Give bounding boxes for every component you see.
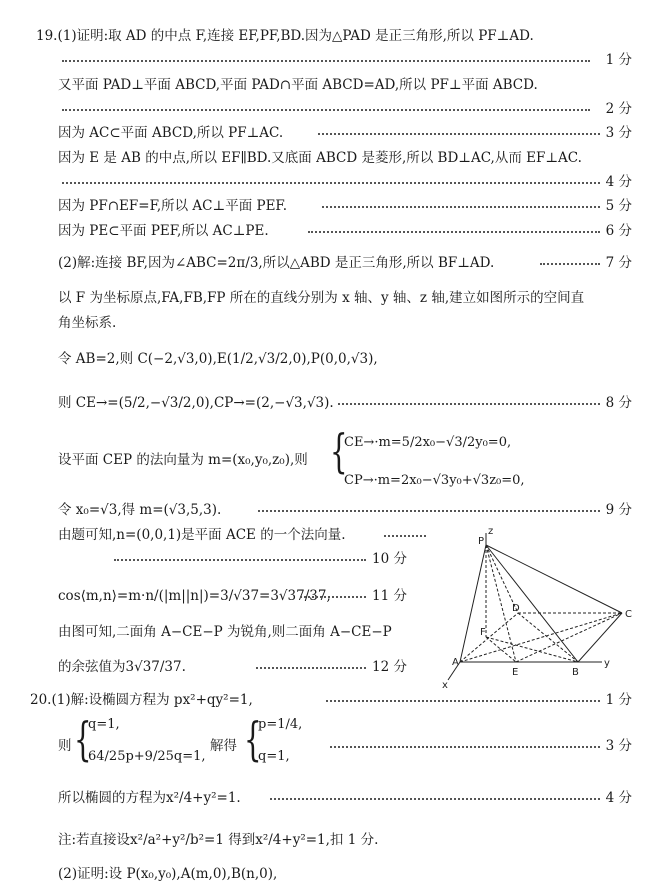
label-y: y (604, 658, 610, 669)
label-A: A (452, 657, 459, 668)
score-12: 12 分 (372, 659, 407, 675)
q19-score-line-4 (0, 170, 670, 194)
q19-line-12 (0, 498, 670, 522)
score-5: 5 分 (605, 198, 632, 214)
q19-line-13-text: 由题可知,n=(0,0,1)是平面 ACE 的一个法向量. (58, 527, 346, 543)
edge-PA (460, 545, 486, 662)
score-6: 6 分 (605, 223, 632, 239)
q20-then: 则 (58, 738, 72, 754)
q20-score-1: 1 分 (605, 692, 632, 708)
dot-leader (330, 746, 600, 748)
system-brace-left: { (74, 712, 92, 766)
q20-solve: 解得 (210, 738, 237, 754)
q19-line-2-text: 又平面 PAD⊥平面 ABCD,平面 PAD∩平面 ABCD=AD,所以 PF⊥平面 ABCD. (58, 77, 538, 93)
edge-PC (486, 545, 622, 613)
dot-leader (114, 559, 366, 561)
q19-line-4-text: 因为 E 是 AB 的中点,所以 EF∥BD.又底面 ABCD 是菱形,所以 BD⊥AC,从而 EF⊥AC. (58, 150, 582, 166)
dot-leader (258, 510, 600, 512)
dot-leader (270, 798, 600, 800)
q19-line-14-text: cos⟨m,n⟩=m·n/(|m||n|)=3/√37=3√37/37, (58, 588, 331, 604)
score-8: 8 分 (605, 395, 632, 411)
q19-line-9 (0, 347, 670, 371)
dot-leader (62, 109, 590, 111)
score-11: 11 分 (372, 588, 407, 604)
q19-line-5-text: 因为 PF∩EF=F,所以 AC⊥平面 PEF. (58, 198, 287, 214)
q19-line-5 (0, 194, 670, 218)
dot-leader (300, 596, 366, 598)
q20-sys-right-2: q=1, (258, 749, 290, 764)
q19-line-12-text: 令 x₀=√3,得 m=(√3,5,3). (58, 502, 222, 518)
dot-leader (540, 263, 600, 265)
dot-leader (62, 182, 600, 184)
q20-line-3 (0, 786, 670, 810)
q20-sys-right-1: p=1/4, (258, 717, 303, 732)
dot-leader (384, 535, 426, 537)
q19-score-line-1 (0, 48, 670, 72)
q19-line-9-text: 令 AB=2,则 C(−2,√3,0),E(1/2,√3/2,0),P(0,0,√3), (58, 351, 378, 367)
pyramid-figure (430, 525, 640, 690)
score-1: 1 分 (605, 52, 632, 68)
dot-leader (256, 667, 366, 669)
edge-BC (578, 613, 622, 662)
edge-PB (486, 545, 578, 662)
q19-line-4 (0, 146, 670, 170)
label-x: x (442, 680, 448, 690)
score-3: 3 分 (605, 125, 632, 141)
q19-line-8a-text: 以 F 为坐标原点,FA,FB,FP 所在的直线分别为 x 轴、y 轴、z 轴,建立如图所示的空间直 (58, 290, 585, 306)
q20-note-text: 注:若直接设x²/a²+y²/b²=1 得到x²/4+y²=1,扣 1 分. (58, 832, 379, 848)
q19-line-8b-text: 角坐标系. (58, 315, 117, 331)
q19-line-8a (0, 286, 670, 310)
q19-line-6-text: 因为 PE⊂平面 PEF,所以 AC⊥PE. (58, 223, 269, 239)
q19-line-7 (0, 251, 670, 275)
q19-line-1-text: 19.(1)证明:取 AD 的中点 F,连接 EF,PF,BD.因为△PAD 是正三角形,所以 PF⊥AD. (36, 28, 534, 44)
q19-line-15-text: 由图可知,二面角 A−CE−P 为锐角,则二面角 A−CE−P (58, 624, 392, 640)
dot-leader (326, 700, 600, 702)
system-brace: { (330, 424, 348, 478)
label-D: D (512, 603, 520, 614)
system-eq-1: CE→·m=5/2x₀−√3/2y₀=0, (344, 435, 512, 450)
dot-leader (322, 206, 600, 208)
q20-line-5-text: (2)证明:设 P(x₀,y₀),A(m,0),B(n,0), (58, 866, 278, 882)
label-C: C (625, 609, 632, 620)
q19-line-11-text: 设平面 CEP 的法向量为 m=(x₀,y₀,z₀),则 (58, 452, 308, 468)
q19-line-8b (0, 311, 670, 335)
score-7: 7 分 (605, 255, 632, 271)
score-4: 4 分 (605, 174, 632, 190)
dot-leader (308, 231, 600, 233)
q20-line-2 (0, 734, 670, 758)
q20-sys-left-1: q=1, (88, 717, 120, 732)
label-F: F (480, 627, 486, 638)
q19-line-10 (0, 391, 670, 415)
system-eq-2: CP→·m=2x₀−√3y₀+√3z₀=0, (344, 473, 525, 488)
label-E: E (512, 667, 519, 678)
q20-line-1 (0, 688, 670, 712)
dot-leader (62, 60, 590, 62)
q20-line-1-text: 20.(1)解:设椭圆方程为 px²+qy²=1, (30, 692, 253, 708)
label-B: B (572, 667, 579, 678)
q19-line-3 (0, 121, 670, 145)
q19-line-3-text: 因为 AC⊂平面 ABCD,所以 PF⊥AC. (58, 125, 284, 141)
q20-line-5 (0, 862, 670, 886)
q19-line-16-text: 的余弦值为3√37/37. (58, 659, 186, 675)
q20-note (0, 828, 670, 852)
score-9: 9 分 (605, 502, 632, 518)
q19-line-7-text: (2)解:连接 BF,因为∠ABC=2π/3,所以△ABD 是正三角形,所以 BF⊥AD. (58, 255, 495, 271)
score-10: 10 分 (372, 551, 407, 567)
q20-sys-left-2: 64/25p+9/25q=1, (88, 749, 206, 764)
dot-leader (318, 133, 600, 135)
diag-DB (518, 613, 578, 662)
q20-score-3: 3 分 (605, 738, 632, 754)
label-P: P (478, 536, 485, 547)
score-2: 2 分 (605, 101, 632, 117)
q19-score-line-2 (0, 97, 670, 121)
system-brace-right: { (244, 712, 262, 766)
q19-line-6 (0, 219, 670, 243)
label-z: z (488, 526, 494, 537)
q19-line-10-text: 则 CE→=(5/2,−√3/2,0),CP→=(2,−√3,√3). (58, 395, 334, 411)
q20-line-3-text: 所以椭圆的方程为x²/4+y²=1. (58, 790, 241, 806)
q20-score-4: 4 分 (605, 790, 632, 806)
q19-line-2 (0, 73, 670, 97)
dot-leader (338, 403, 600, 405)
q19-line-1 (0, 24, 670, 48)
